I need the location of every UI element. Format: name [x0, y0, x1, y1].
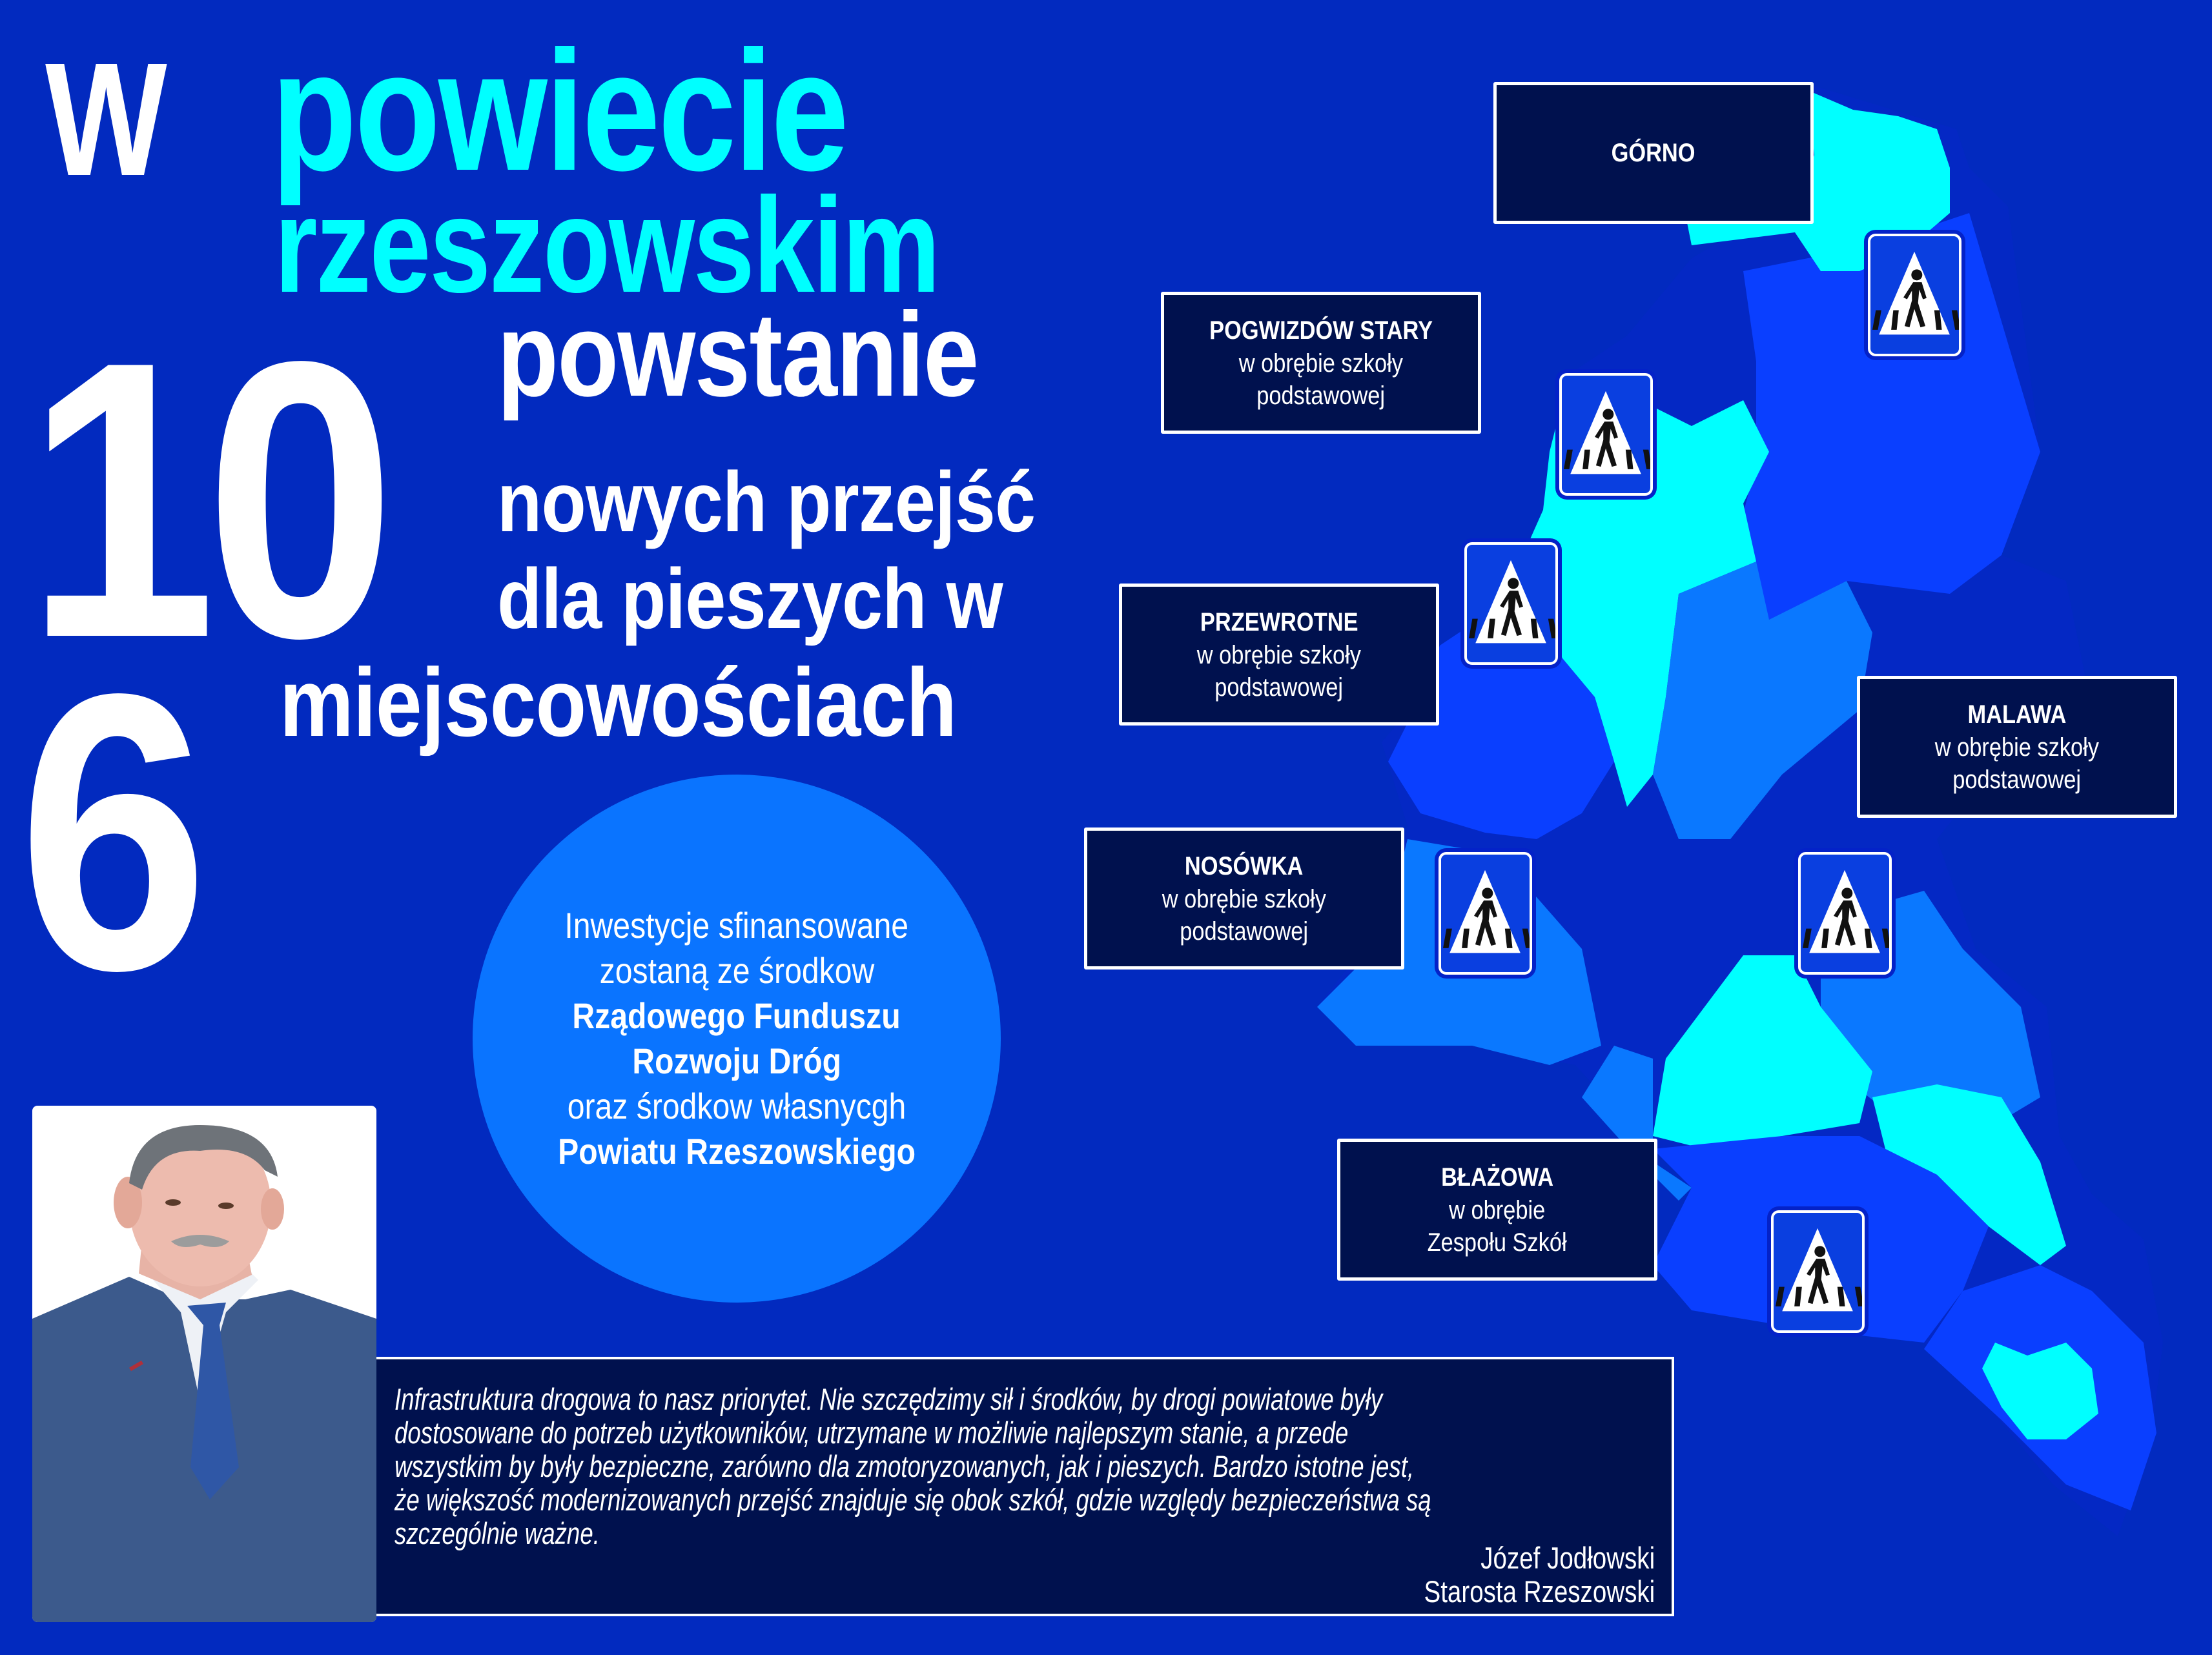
quote-line: Infrastruktura drogowa to nasz priorytet. Nie szczędzimy sił i środków, by drogi powiatowe były — [394, 1382, 1383, 1416]
quote-author: Józef Jodłowski — [1480, 1541, 1655, 1575]
location-detail: w obrębie szkoły — [1238, 349, 1404, 378]
quote-line: szczególnie ważne. — [394, 1516, 600, 1550]
location-detail: podstawowej — [1952, 766, 2082, 794]
headline-nowych-przejsc: nowych przejść — [497, 454, 1036, 549]
quote-line: dostosowane do potrzeb użytkowników, utrzymane w możliwie najlepszym stanie, a przede — [394, 1416, 1349, 1450]
location-detail: w obrębie szkoły — [1934, 733, 2100, 762]
location-detail: w obrębie szkoły — [1162, 885, 1327, 913]
headline-powstanie: powstanie — [497, 289, 978, 421]
headline-w: W — [45, 29, 167, 209]
location-name: PRZEWROTNE — [1200, 608, 1358, 636]
pedestrian-crossing-icon — [1771, 1210, 1865, 1333]
portrait-photo — [32, 1106, 376, 1622]
pedestrian-crossing-icon — [1868, 234, 1961, 356]
pedestrian-crossing-icon — [1439, 852, 1532, 975]
location-label-przewrotne — [1119, 584, 1439, 726]
location-label-pogwizdow-stary — [1161, 292, 1481, 434]
headline-rzeszowskim: rzeszowskim — [274, 169, 939, 321]
headline-dla-pieszych: dla pieszych w — [497, 551, 1003, 646]
location-name: NOSÓWKA — [1185, 852, 1304, 880]
location-detail: podstawowej — [1180, 917, 1309, 946]
location-detail: Zespołu Szkół — [1427, 1228, 1568, 1257]
pedestrian-crossing-icon — [1559, 373, 1653, 496]
quote-line: że większość modernizowanych przejść znajduje się obok szkół, gdzie względy bezpieczeństwa są — [394, 1483, 1431, 1517]
funding-line: Rządowego Funduszu — [572, 995, 901, 1036]
funding-line: Rozwoju Dróg — [632, 1041, 841, 1081]
crossings-count: 10 — [26, 280, 385, 720]
funding-line: Powiatu Rzeszowskiego — [558, 1131, 916, 1172]
funding-line: oraz środkow własnycgh — [567, 1086, 906, 1126]
localities-count: 6 — [18, 613, 209, 1052]
location-detail: w obrębie — [1449, 1196, 1546, 1224]
quote-text — [394, 1383, 1628, 1550]
location-name: BŁAŻOWA — [1441, 1163, 1553, 1192]
location-label-malawa — [1857, 676, 2177, 818]
location-detail: podstawowej — [1256, 381, 1386, 410]
location-label-blazowa — [1337, 1139, 1657, 1281]
location-detail: podstawowej — [1214, 673, 1344, 702]
headline-powiecie: powiecie — [271, 15, 847, 207]
pedestrian-crossing-icon — [1798, 852, 1892, 975]
location-detail: w obrębie szkoły — [1196, 641, 1362, 669]
location-name: GÓRNO — [1612, 139, 1695, 167]
location-name: POGWIZDÓW STARY — [1209, 316, 1433, 345]
funding-line: Inwestycje sfinansowane — [564, 905, 909, 946]
location-label-gorno — [1493, 82, 1814, 224]
location-label-nosowka — [1084, 828, 1404, 970]
funding-line: zostaną ze środkow — [599, 950, 874, 991]
pedestrian-crossing-icon — [1464, 542, 1558, 665]
quote-box — [376, 1357, 1674, 1616]
quote-author-role: Starosta Rzeszowski — [1424, 1574, 1655, 1609]
quote-line: wszystkim by były bezpieczne, zarówno dla zmotoryzowanych, jak i pieszych. Bardzo istotne jest, — [394, 1449, 1415, 1483]
headline-miejscowosciach: miejscowościach — [280, 648, 957, 756]
funding-info-circle — [473, 775, 1001, 1303]
location-name: MALAWA — [1967, 700, 2067, 729]
